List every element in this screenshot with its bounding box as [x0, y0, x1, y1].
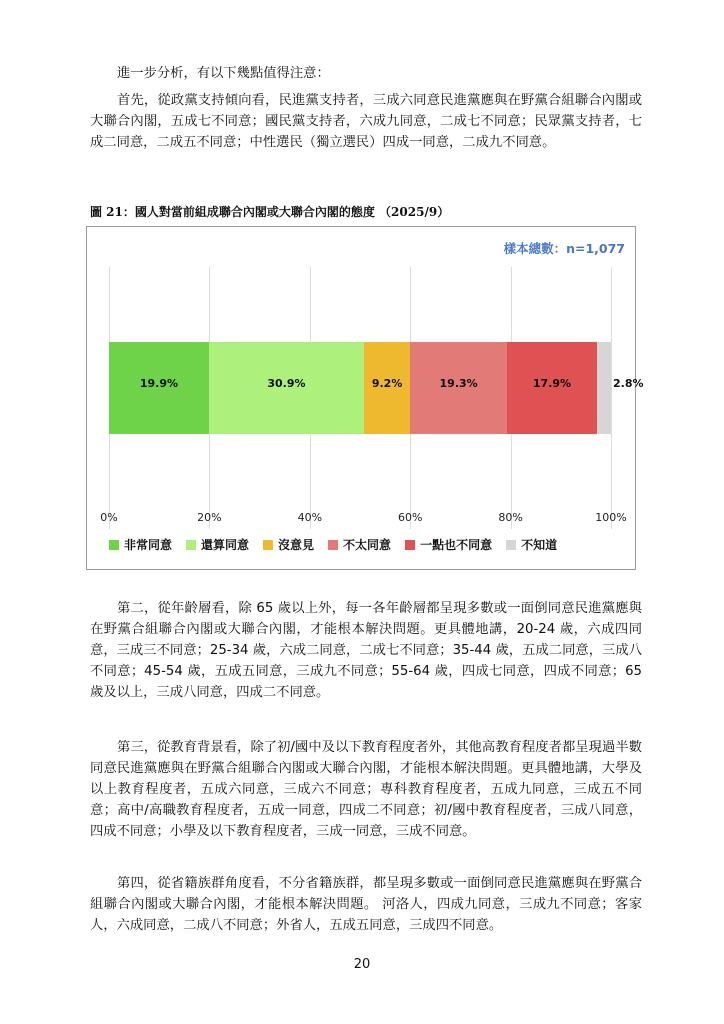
x-tick-label: 80% — [498, 511, 523, 524]
legend-label: 沒意見 — [278, 538, 315, 552]
legend-label: 還算同意 — [201, 538, 250, 552]
figure-caption: 圖 21：國人對當前組成聯合內閣或大聯合內閣的態度 （2025/9） — [90, 205, 450, 219]
age-paragraph: 第二，從年齡層看，除 65 歲以上外，每一各年齡層都呈現多數或一面倒同意民進黨應與在野黨合組聯合內閣或大聯合內閣，才能根本解決問題。更具體地講，20-24 歲，六成四同意，三成三不同意；25-34 歲，六成二同意，二成七不同意；35-44 歲，五成二同意，三成八不同意；45-54 歲，五成五同意，三成九不同意；55-64 歲，四成七同意，四成不同意；65 歲及以上，三成八同意，四成二不同意。 — [90, 601, 642, 700]
ethnicity-paragraph: 第四，從省籍族群角度看，不分省籍族群，都呈現多數或一面倒同意民進黨應與在野黨合組聯合內閣或大聯合內閣，才能根本解決問題。 河洛人，四成九同意，三成九不同意；客家人，六成同意，二成八不同意；外省人，五成五同意，三成四不同意。 — [90, 876, 642, 933]
legend-label: 非常同意 — [124, 538, 173, 552]
education-paragraph: 第三，從教育背景看，除了初/國中及以下教育程度者外，其他高教育程度者都呈現過半數同意民進黨應與在野黨合組聯合內閣或大聯合內閣，才能根本解決問題。更具體地講，大學及以上教育程度者，五成六同意，三成六不同意；專科教育程度者，五成九同意，三成五不同意；高中/高職教育程度者，五成一同意，四成二不同意；初/國中教育程度者，三成八同意，四成不同意；小學及以下教育程度者，三成一同意，三成不同意。 — [90, 740, 642, 839]
x-tick-label: 60% — [397, 511, 423, 524]
legend-item — [506, 536, 557, 553]
party-paragraph: 首先，從政黨支持傾向看，民進黨支持者，三成六同意民進黨應與在野黨合組聯合內閣或大聯合內閣，五成七不同意；國民黨支持者，六成九同意，二成七不同意；民眾黨支持者，七成二同意，二成五不同意；中性選民（獨立選民）四成一同意，二成九不同意。 — [90, 93, 642, 150]
legend-swatch — [328, 540, 338, 550]
legend-swatch — [109, 540, 119, 550]
x-tick-label: 100% — [595, 511, 627, 524]
chart-legend — [109, 536, 557, 553]
gridline — [611, 267, 612, 529]
legend-item — [328, 536, 391, 553]
legend-item — [263, 536, 314, 553]
legend-swatch — [263, 540, 273, 550]
page-number: 20 — [353, 957, 371, 972]
stacked-bar-chart — [86, 226, 644, 570]
legend-label: 不知道 — [521, 538, 558, 552]
legend-swatch — [405, 540, 415, 550]
legend-item — [405, 536, 492, 553]
data-label: 17.9% — [532, 377, 572, 390]
legend-item — [109, 536, 172, 553]
legend-swatch — [186, 540, 196, 550]
legend-label: 一點也不同意 — [420, 538, 493, 552]
legend-swatch — [506, 540, 516, 550]
data-label: 2.8% — [613, 377, 644, 390]
x-tick-label: 40% — [297, 511, 323, 524]
bar-segment — [597, 342, 611, 434]
data-label: 19.9% — [139, 377, 179, 390]
data-label: 9.2% — [371, 377, 403, 390]
intro-paragraph: 進一步分析，有以下幾點值得注意： — [117, 66, 330, 81]
legend-item — [186, 536, 249, 553]
data-label: 19.3% — [439, 377, 478, 390]
data-label: 30.9% — [267, 377, 306, 390]
x-tick-label: 20% — [197, 511, 222, 524]
x-tick-label: 0% — [100, 511, 118, 524]
legend-label: 不太同意 — [343, 538, 392, 552]
sample-size-note: 樣本總數：n=1,077 — [503, 241, 625, 256]
